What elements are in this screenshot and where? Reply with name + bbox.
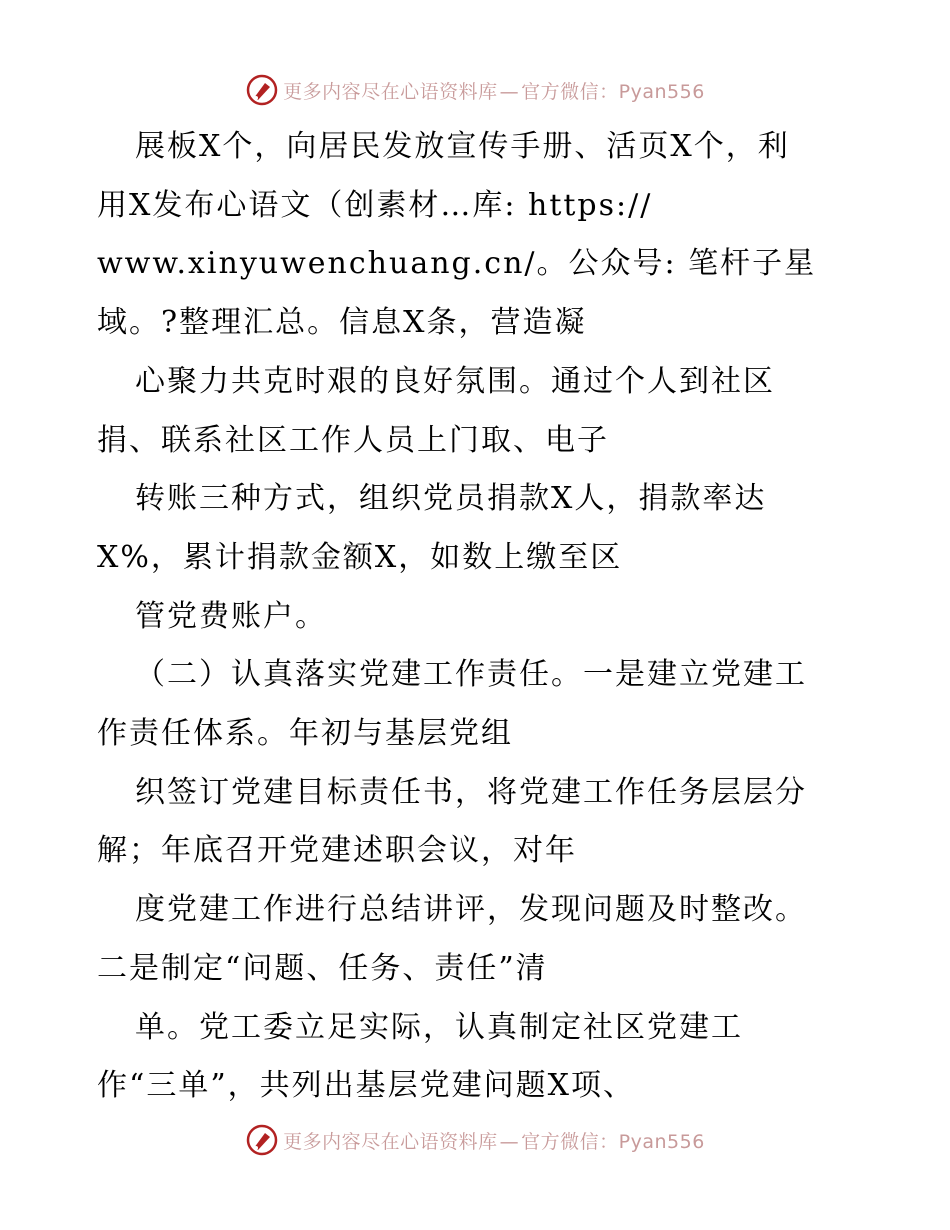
text-line: 织签订党建目标责任书，将党建工作任务层层分 [135, 774, 807, 810]
footer-banner [0, 1120, 950, 1160]
text-line: 解；年底召开党建述职会议，对年 [97, 833, 577, 869]
text-line: 度党建工作进行总结讲评，发现问题及时整改。 [135, 892, 807, 928]
banner-text: 更多内容尽在心语资料库 — 官方微信：Pyan556 [283, 80, 705, 103]
text-line: 展板X个，向居民发放宣传手册、活页X个，利 [135, 129, 790, 164]
text-line: 域。?整理汇总。信息X条，营造凝 [97, 305, 587, 341]
text-line: 二是制定“问题、任务、责任”清 [97, 950, 548, 986]
text-line: 作“三单”，共列出基层党建问题X项、 [97, 1068, 636, 1104]
text-line: 心聚力共克时艰的良好氛围。通过个人到社区 [135, 363, 775, 399]
text-line: 捐、联系社区工作人员上门取、电子 [97, 422, 609, 458]
text-line: 转账三种方式，组织党员捐款X人，捐款率达 [135, 481, 767, 517]
text-line: www.xinyuwenchuang.cn/。公众号: 笔杆子星 [97, 246, 817, 282]
text-line: 用X发布心语文（创素材…库: https:// [97, 187, 653, 223]
text-line: X%，累计捐款金额X，如数上缴至区 [97, 539, 623, 575]
text-line: 管党费账户。 [135, 598, 327, 634]
banner-text: 更多内容尽在心语资料库 — 官方微信：Pyan556 [283, 1130, 705, 1153]
text-line: （二）认真落实党建工作责任。一是建立党建工 [135, 657, 807, 693]
text-line: 作责任体系。年初与基层党组 [97, 716, 513, 751]
pen-nib-logo-icon [245, 1123, 279, 1157]
text-line: 单。党工委立足实际，认真制定社区党建工 [135, 1009, 743, 1045]
